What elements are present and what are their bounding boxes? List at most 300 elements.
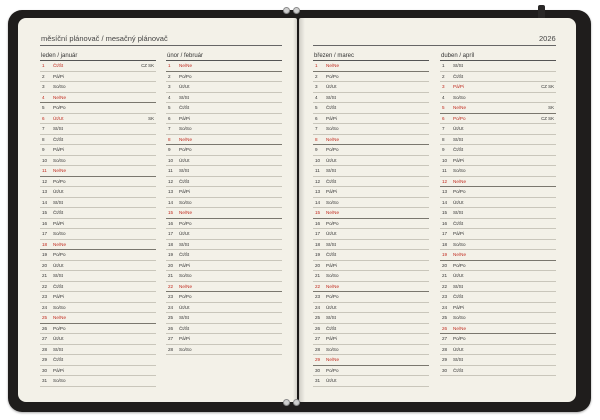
month-heading: duben / apríl <box>440 52 556 61</box>
day-number: 5 <box>442 105 445 110</box>
day-number: 7 <box>442 126 445 131</box>
day-row[interactable] <box>440 292 556 303</box>
weekday-label: Čt/Št <box>326 105 337 110</box>
day-number: 24 <box>42 304 48 310</box>
day-row[interactable] <box>313 366 429 377</box>
day-row[interactable] <box>40 219 156 230</box>
weekday-label: Čt/Št <box>179 252 190 257</box>
day-number: 26 <box>168 325 174 331</box>
day-row[interactable] <box>313 114 429 125</box>
day-row[interactable] <box>166 93 282 104</box>
day-row[interactable] <box>313 72 429 83</box>
day-row[interactable] <box>440 93 556 104</box>
day-number: 3 <box>168 84 171 89</box>
day-number: 4 <box>442 94 445 100</box>
month-column <box>166 52 282 355</box>
day-row[interactable] <box>166 177 282 188</box>
day-number: 27 <box>315 336 321 341</box>
weekday-label: So/So <box>326 273 339 278</box>
weekday-label: Pá/Pi <box>179 336 190 341</box>
weekday-label: Čt/Št <box>53 357 64 362</box>
day-row[interactable] <box>440 135 556 146</box>
day-number: 12 <box>168 178 174 184</box>
day-row[interactable] <box>440 72 556 83</box>
weekday-label: Út/Ut <box>453 126 464 131</box>
day-number: 6 <box>315 115 318 121</box>
day-row[interactable] <box>313 250 429 261</box>
day-row[interactable] <box>166 313 282 324</box>
day-row[interactable] <box>440 229 556 240</box>
day-row[interactable] <box>166 198 282 209</box>
weekday-label: Po/Po <box>53 325 66 331</box>
day-row[interactable] <box>40 156 156 167</box>
day-row[interactable] <box>313 271 429 282</box>
day-row[interactable] <box>40 198 156 209</box>
day-number: 14 <box>442 199 448 205</box>
day-row[interactable] <box>313 82 429 93</box>
weekday-label: Čt/Št <box>179 178 190 184</box>
day-row[interactable] <box>440 303 556 314</box>
day-row[interactable] <box>40 366 156 377</box>
day-row[interactable] <box>313 324 429 335</box>
month-heading: březen / marec <box>313 52 429 61</box>
day-row[interactable] <box>166 187 282 198</box>
day-row[interactable] <box>166 240 282 251</box>
day-row[interactable] <box>40 355 156 366</box>
day-row[interactable] <box>40 376 156 387</box>
day-row[interactable] <box>40 208 156 219</box>
day-row[interactable] <box>40 82 156 93</box>
day-number: 25 <box>315 315 321 320</box>
weekday-label: St/St <box>53 273 63 278</box>
weekday-label: Čt/Št <box>53 283 64 289</box>
weekday-label: St/St <box>453 63 463 68</box>
weekday-label: Út/Ut <box>453 273 464 278</box>
day-row[interactable] <box>40 261 156 272</box>
weekday-label: So/So <box>326 199 339 205</box>
day-row[interactable] <box>40 135 156 146</box>
day-number: 6 <box>442 115 445 121</box>
day-row[interactable] <box>313 313 429 324</box>
day-number: 21 <box>42 273 48 278</box>
weekday-label: Ne/Ne <box>453 252 467 257</box>
day-number: 21 <box>168 273 174 278</box>
weekday-label: Čt/Št <box>53 210 64 215</box>
weekday-label: St/St <box>326 315 336 320</box>
weekday-label: Po/Po <box>453 189 466 194</box>
weekday-label: Pá/Pi <box>179 115 190 121</box>
weekday-label: Út/Ut <box>326 84 337 89</box>
day-number: 15 <box>42 210 48 215</box>
day-row[interactable] <box>40 303 156 314</box>
weekday-label: So/So <box>453 315 466 320</box>
day-row[interactable] <box>440 187 556 198</box>
day-row[interactable] <box>440 156 556 167</box>
day-number: 16 <box>442 220 448 226</box>
day-number: 18 <box>168 241 174 247</box>
weekday-label: Po/Po <box>326 147 339 152</box>
day-row[interactable] <box>313 334 429 345</box>
weekday-label: So/So <box>53 157 66 163</box>
weekday-label: Ne/Ne <box>179 210 193 215</box>
weekday-label: Ne/Ne <box>53 241 67 247</box>
day-number: 17 <box>168 231 174 236</box>
day-row[interactable] <box>313 135 429 146</box>
weekday-label: St/St <box>326 94 336 100</box>
day-row[interactable] <box>440 177 556 188</box>
weekday-label: Pá/Pi <box>53 73 64 79</box>
weekday-label: St/St <box>453 283 463 289</box>
day-row[interactable] <box>313 261 429 272</box>
day-row[interactable] <box>166 219 282 230</box>
day-row[interactable] <box>313 303 429 314</box>
day-row[interactable] <box>313 355 429 366</box>
day-number: 24 <box>442 304 448 310</box>
day-row[interactable] <box>166 72 282 83</box>
day-number: 17 <box>42 231 48 236</box>
day-row[interactable] <box>40 271 156 282</box>
weekday-label: Út/Ut <box>179 304 190 310</box>
day-number: 10 <box>42 157 48 163</box>
day-row[interactable] <box>40 124 156 135</box>
day-row[interactable] <box>40 292 156 303</box>
day-number: 9 <box>442 147 445 152</box>
weekday-label: Ne/Ne <box>179 283 193 289</box>
day-row[interactable] <box>440 324 556 335</box>
day-row[interactable] <box>313 61 429 72</box>
day-row[interactable] <box>166 156 282 167</box>
day-number: 14 <box>168 199 174 205</box>
day-row[interactable] <box>40 114 156 125</box>
binding-ring-icon <box>293 7 300 14</box>
day-number: 2 <box>42 73 45 79</box>
day-row[interactable] <box>313 93 429 104</box>
day-number: 23 <box>42 294 48 299</box>
day-number: 16 <box>42 220 48 226</box>
weekday-label: Po/Po <box>53 178 66 184</box>
weekday-label: Ne/Ne <box>326 63 340 68</box>
weekday-label: Ne/Ne <box>453 178 467 184</box>
day-row[interactable] <box>40 240 156 251</box>
day-number: 25 <box>442 315 448 320</box>
day-number: 20 <box>168 262 174 268</box>
day-number: 20 <box>315 262 321 268</box>
day-number: 23 <box>168 294 174 299</box>
title-rule <box>40 45 282 46</box>
weekday-label: So/So <box>179 273 192 278</box>
day-number: 24 <box>315 304 321 310</box>
weekday-label: Čt/Št <box>179 105 190 110</box>
day-row[interactable] <box>440 334 556 345</box>
weekday-label: Čt/Št <box>53 136 64 142</box>
weekday-label: Út/Ut <box>326 231 337 236</box>
day-number: 13 <box>42 189 48 194</box>
day-row[interactable] <box>440 240 556 251</box>
weekday-label: Pá/Pi <box>453 84 464 89</box>
day-number: 18 <box>42 241 48 247</box>
day-row[interactable] <box>40 166 156 177</box>
day-row[interactable] <box>440 261 556 272</box>
day-number: 13 <box>315 189 321 194</box>
weekday-label: Po/Po <box>179 147 192 152</box>
weekday-label: Čt/Št <box>453 147 464 152</box>
day-row[interactable] <box>313 240 429 251</box>
day-row[interactable] <box>440 114 556 125</box>
day-number: 30 <box>315 367 321 373</box>
day-row[interactable] <box>313 345 429 356</box>
weekday-label: Čt/Št <box>326 325 337 331</box>
weekday-label: St/St <box>179 168 189 173</box>
day-number: 5 <box>42 105 45 110</box>
day-row[interactable] <box>313 376 429 387</box>
day-row[interactable] <box>166 103 282 114</box>
weekday-label: Út/Ut <box>326 378 337 383</box>
day-row[interactable] <box>440 61 556 72</box>
weekday-label: Pá/Pi <box>179 262 190 268</box>
day-row[interactable] <box>313 229 429 240</box>
weekday-label: Po/Po <box>453 336 466 341</box>
day-row[interactable] <box>440 345 556 356</box>
day-number: 2 <box>315 73 318 79</box>
weekday-label: Čt/Št <box>453 294 464 299</box>
weekday-label: St/St <box>179 241 189 247</box>
day-row[interactable] <box>40 145 156 156</box>
day-row[interactable] <box>313 292 429 303</box>
month-column <box>440 52 556 376</box>
weekday-label: Pá/Pi <box>326 115 337 121</box>
day-row[interactable] <box>313 177 429 188</box>
day-row[interactable] <box>40 229 156 240</box>
day-row[interactable] <box>166 145 282 156</box>
day-row[interactable] <box>40 334 156 345</box>
day-row[interactable] <box>166 324 282 335</box>
weekday-label: Út/Ut <box>53 262 64 268</box>
day-row[interactable] <box>166 271 282 282</box>
day-row[interactable] <box>40 313 156 324</box>
day-number: 11 <box>42 168 47 173</box>
day-row[interactable] <box>166 135 282 146</box>
day-row[interactable] <box>440 166 556 177</box>
day-number: 14 <box>315 199 321 205</box>
weekday-label: Ne/Ne <box>326 357 340 362</box>
day-number: 26 <box>442 325 448 331</box>
day-number: 19 <box>442 252 448 257</box>
day-number: 9 <box>315 147 318 152</box>
weekday-label: Pá/Pi <box>53 147 64 152</box>
weekday-label: Čt/Št <box>179 325 190 331</box>
day-number: 19 <box>42 252 48 257</box>
day-number: 28 <box>42 346 48 352</box>
weekday-label: Pá/Pi <box>326 262 337 268</box>
weekday-label: Ne/Ne <box>53 168 67 173</box>
weekday-label: Pá/Pi <box>453 231 464 236</box>
day-number: 30 <box>442 367 448 373</box>
day-row[interactable] <box>313 219 429 230</box>
day-number: 4 <box>315 94 318 100</box>
month-heading: únor / február <box>166 52 282 61</box>
weekday-label: St/St <box>53 199 63 205</box>
day-number: 3 <box>442 84 445 89</box>
binding-ring-icon <box>283 399 290 406</box>
day-number: 19 <box>168 252 174 257</box>
day-number: 12 <box>42 178 48 184</box>
weekday-label: Pá/Pi <box>453 304 464 310</box>
day-row[interactable] <box>40 61 156 72</box>
day-row[interactable] <box>166 61 282 72</box>
day-number: 22 <box>168 283 174 289</box>
day-row[interactable] <box>440 145 556 156</box>
day-row[interactable] <box>40 345 156 356</box>
weekday-label: Čt/Št <box>53 63 64 68</box>
day-row[interactable] <box>313 208 429 219</box>
month-column <box>313 52 429 387</box>
weekday-label: St/St <box>53 126 63 131</box>
day-row[interactable] <box>40 177 156 188</box>
weekday-label: Po/Po <box>453 115 466 121</box>
day-number: 29 <box>442 357 448 362</box>
day-row[interactable] <box>166 282 282 293</box>
day-row[interactable] <box>313 156 429 167</box>
weekday-label: Pá/Pi <box>53 220 64 226</box>
day-row[interactable] <box>440 250 556 261</box>
day-number: 15 <box>442 210 448 215</box>
day-row[interactable] <box>166 166 282 177</box>
day-row[interactable] <box>440 219 556 230</box>
day-row[interactable] <box>313 124 429 135</box>
day-row[interactable] <box>313 198 429 209</box>
day-row[interactable] <box>440 366 556 377</box>
weekday-label: Po/Po <box>326 294 339 299</box>
weekday-label: Ne/Ne <box>326 136 340 142</box>
day-row[interactable] <box>440 355 556 366</box>
weekday-label: St/St <box>326 168 336 173</box>
weekday-label: Po/Po <box>179 294 192 299</box>
weekday-label: Pá/Pi <box>453 157 464 163</box>
day-row[interactable] <box>40 93 156 104</box>
weekday-label: Ne/Ne <box>179 63 193 68</box>
day-row[interactable] <box>166 229 282 240</box>
weekday-label: Čt/Št <box>326 252 337 257</box>
weekday-label: So/So <box>53 231 66 236</box>
day-row[interactable] <box>440 124 556 135</box>
holiday-country-tag: CZ SK <box>141 63 154 68</box>
day-number: 20 <box>442 262 448 268</box>
day-number: 15 <box>315 210 321 215</box>
day-row[interactable] <box>440 271 556 282</box>
holiday-country-tag: CZ SK <box>541 115 554 121</box>
holiday-country-tag: SK <box>548 105 554 110</box>
day-row[interactable] <box>166 82 282 93</box>
day-row[interactable] <box>166 261 282 272</box>
day-row[interactable] <box>440 208 556 219</box>
day-number: 22 <box>42 283 48 289</box>
day-row[interactable] <box>166 303 282 314</box>
day-row[interactable] <box>166 345 282 356</box>
day-row[interactable] <box>40 250 156 261</box>
day-number: 19 <box>315 252 321 257</box>
day-number: 18 <box>442 241 448 247</box>
day-row[interactable] <box>313 145 429 156</box>
day-number: 29 <box>42 357 48 362</box>
weekday-label: Čt/Št <box>326 178 337 184</box>
day-row[interactable] <box>166 208 282 219</box>
day-row[interactable] <box>40 282 156 293</box>
day-number: 28 <box>315 346 321 352</box>
day-number: 11 <box>168 168 173 173</box>
weekday-label: So/So <box>179 126 192 131</box>
day-row[interactable] <box>440 198 556 209</box>
weekday-label: So/So <box>179 346 192 352</box>
day-row[interactable] <box>440 82 556 93</box>
weekday-label: Po/Po <box>453 262 466 268</box>
day-row[interactable] <box>40 324 156 335</box>
weekday-label: St/St <box>53 346 63 352</box>
day-number: 9 <box>42 147 45 152</box>
binding-ring-icon <box>293 399 300 406</box>
day-row[interactable] <box>313 282 429 293</box>
weekday-label: St/St <box>453 357 463 362</box>
day-number: 6 <box>42 115 45 121</box>
day-row[interactable] <box>440 103 556 114</box>
weekday-label: Ne/Ne <box>453 105 467 110</box>
day-row[interactable] <box>313 103 429 114</box>
day-number: 5 <box>168 105 171 110</box>
day-number: 26 <box>42 325 48 331</box>
day-number: 23 <box>442 294 448 299</box>
weekday-label: St/St <box>453 210 463 215</box>
day-number: 12 <box>442 178 448 184</box>
day-number: 25 <box>42 315 48 320</box>
day-row[interactable] <box>40 72 156 83</box>
day-number: 10 <box>442 157 448 163</box>
day-row[interactable] <box>313 187 429 198</box>
page-title: měsíční plánovač / mesačný plánovač <box>41 34 168 43</box>
day-row[interactable] <box>40 103 156 114</box>
weekday-label: So/So <box>53 84 66 89</box>
weekday-label: Út/Ut <box>53 336 64 341</box>
weekday-label: Po/Po <box>179 220 192 226</box>
weekday-label: Pá/Pi <box>53 294 64 299</box>
day-row[interactable] <box>440 313 556 324</box>
day-number: 5 <box>315 105 318 110</box>
day-row[interactable] <box>166 292 282 303</box>
day-number: 13 <box>168 189 174 194</box>
page-gutter <box>293 18 305 402</box>
day-row[interactable] <box>166 250 282 261</box>
day-number: 8 <box>42 136 45 142</box>
day-row[interactable] <box>166 334 282 345</box>
day-number: 31 <box>315 378 321 383</box>
holiday-country-tag: CZ SK <box>541 84 554 89</box>
weekday-label: Po/Po <box>179 73 192 79</box>
day-number: 21 <box>442 273 448 278</box>
day-row[interactable] <box>166 124 282 135</box>
day-number: 23 <box>315 294 321 299</box>
day-row[interactable] <box>166 114 282 125</box>
weekday-label: Po/Po <box>326 220 339 226</box>
day-number: 20 <box>42 262 48 268</box>
day-number: 1 <box>442 63 445 68</box>
day-row[interactable] <box>440 282 556 293</box>
weekday-label: Út/Ut <box>179 157 190 163</box>
weekday-label: Út/Ut <box>453 346 464 352</box>
day-number: 1 <box>315 63 318 68</box>
day-number: 3 <box>42 84 45 89</box>
day-number: 10 <box>168 157 174 163</box>
day-row[interactable] <box>313 166 429 177</box>
day-row[interactable] <box>40 187 156 198</box>
weekday-label: Ne/Ne <box>326 210 340 215</box>
